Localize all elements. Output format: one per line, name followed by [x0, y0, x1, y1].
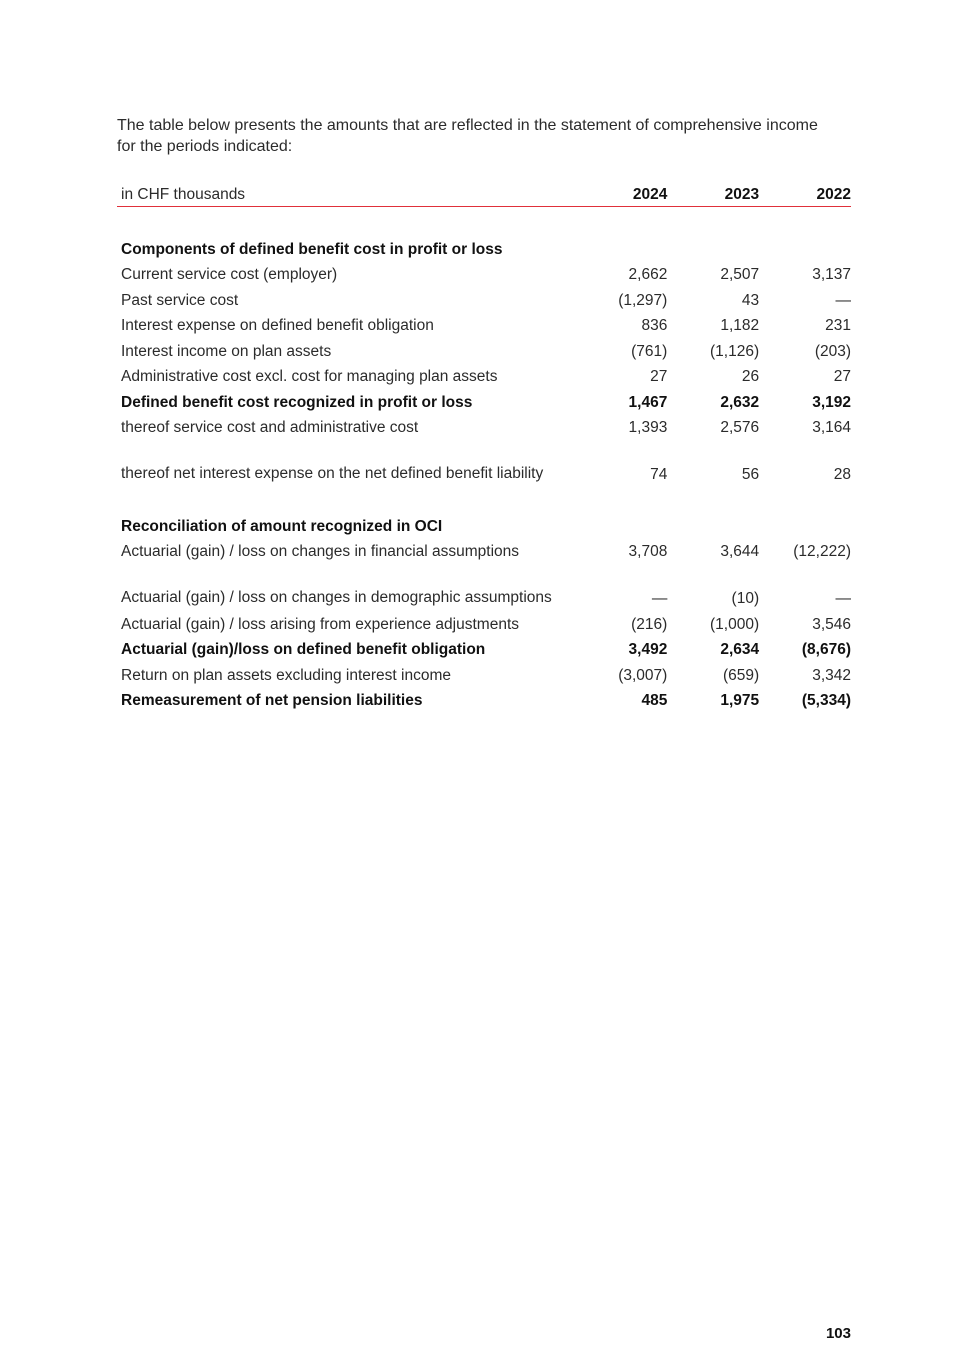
row-label: Actuarial (gain) / loss on changes in demographic assumptions	[121, 589, 552, 606]
value-2022: 27	[833, 368, 851, 385]
value-2022: 3,342	[812, 666, 851, 684]
spacer-row	[117, 484, 851, 510]
value-2024: 27	[650, 368, 668, 385]
subtotal-row	[117, 386, 851, 412]
value-2023: 2,634	[720, 641, 760, 658]
value-2023: (659)	[722, 666, 760, 684]
value-2024: 2,662	[628, 266, 668, 283]
value-2023: 43	[741, 291, 760, 309]
row-label: Remeasurement of net pension liabilities	[121, 692, 423, 709]
value-2024: (1,297)	[618, 291, 668, 309]
table-row	[117, 437, 851, 484]
value-2022: 3,137	[812, 266, 851, 283]
value-2022: (5,334)	[801, 692, 851, 709]
value-2023: 2,507	[720, 266, 760, 283]
table-row	[117, 608, 851, 634]
comprehensive-income-table	[117, 180, 851, 710]
table-row	[117, 284, 851, 310]
section-title: Reconciliation of amount recognized in OCI	[121, 517, 443, 535]
subtotal-row	[117, 634, 851, 660]
table-row	[117, 361, 851, 387]
spacer-row	[117, 207, 851, 234]
value-2024: 1,393	[628, 419, 668, 436]
row-label: Current service cost (employer)	[121, 266, 338, 283]
section-title: Components of defined benefit cost in profit or loss	[121, 240, 503, 258]
row-label: Actuarial (gain) / loss arising from experience adjustments	[121, 615, 520, 633]
value-2022: 28	[833, 466, 851, 483]
table-row	[117, 536, 851, 562]
value-2023: 1,975	[720, 692, 760, 709]
value-2023: 2,632	[720, 393, 760, 411]
value-2024: 836	[641, 317, 668, 334]
value-2023: 26	[741, 368, 760, 385]
year-2024-header: 2024	[605, 180, 667, 207]
unit-label: in CHF thousands	[117, 180, 605, 207]
value-2023: 56	[741, 466, 760, 483]
value-2022: —	[835, 291, 851, 309]
row-label: Actuarial (gain) / loss on changes in financial assumptions	[121, 543, 520, 560]
value-2024: 485	[641, 692, 668, 709]
value-2024: —	[651, 590, 668, 607]
section-heading	[117, 510, 851, 536]
row-label: Defined benefit cost recognized in profit or loss	[121, 393, 473, 411]
table-row	[117, 335, 851, 361]
section-heading	[117, 233, 851, 259]
value-2023: (10)	[731, 590, 760, 607]
page-number: 103	[825, 1325, 851, 1342]
table-header-row	[117, 180, 851, 207]
row-label: Interest income on plan assets	[121, 342, 332, 360]
total-row	[117, 685, 851, 711]
value-2023: (1,126)	[710, 342, 760, 360]
table-row	[117, 659, 851, 685]
value-2024: 3,708	[628, 543, 668, 560]
row-label: thereof service cost and administrative cost	[121, 419, 419, 436]
value-2024: 74	[650, 466, 668, 483]
value-2022: (8,676)	[801, 641, 851, 658]
value-2023: 1,182	[720, 317, 760, 334]
row-label: Actuarial (gain)/loss on defined benefit obligation	[121, 641, 486, 658]
value-2022: 231	[825, 317, 851, 334]
value-2023: (1,000)	[710, 615, 760, 633]
value-2024: 1,467	[628, 393, 668, 411]
row-label: Administrative cost excl. cost for managing plan assets	[121, 368, 498, 385]
table-row	[117, 412, 851, 438]
value-2022: 3,192	[812, 393, 851, 411]
value-2022: 3,164	[812, 419, 851, 436]
row-label: thereof net interest expense on the net defined benefit liability	[121, 465, 544, 482]
table-row	[117, 310, 851, 336]
value-2023: 2,576	[720, 419, 760, 436]
value-2022: —	[835, 590, 851, 607]
row-label: Return on plan assets excluding interest income	[121, 666, 451, 684]
value-2024: (3,007)	[618, 666, 668, 684]
value-2022: (203)	[814, 342, 851, 360]
value-2024: 3,492	[628, 641, 668, 658]
value-2022: 3,546	[812, 615, 851, 633]
table-row	[117, 259, 851, 285]
year-2023-header: 2023	[667, 180, 759, 207]
value-2024: (216)	[631, 615, 668, 633]
row-label: Past service cost	[121, 291, 239, 309]
value-2024: (761)	[631, 342, 668, 360]
table-row	[117, 561, 851, 608]
value-2022: (12,222)	[793, 543, 851, 560]
year-2022-header: 2022	[759, 180, 851, 207]
value-2023: 3,644	[720, 543, 760, 560]
row-label: Interest expense on defined benefit obligation	[121, 317, 434, 334]
intro-paragraph: The table below presents the amounts that are reflected in the statement of comprehensive income for the periods indicated:	[117, 117, 818, 155]
